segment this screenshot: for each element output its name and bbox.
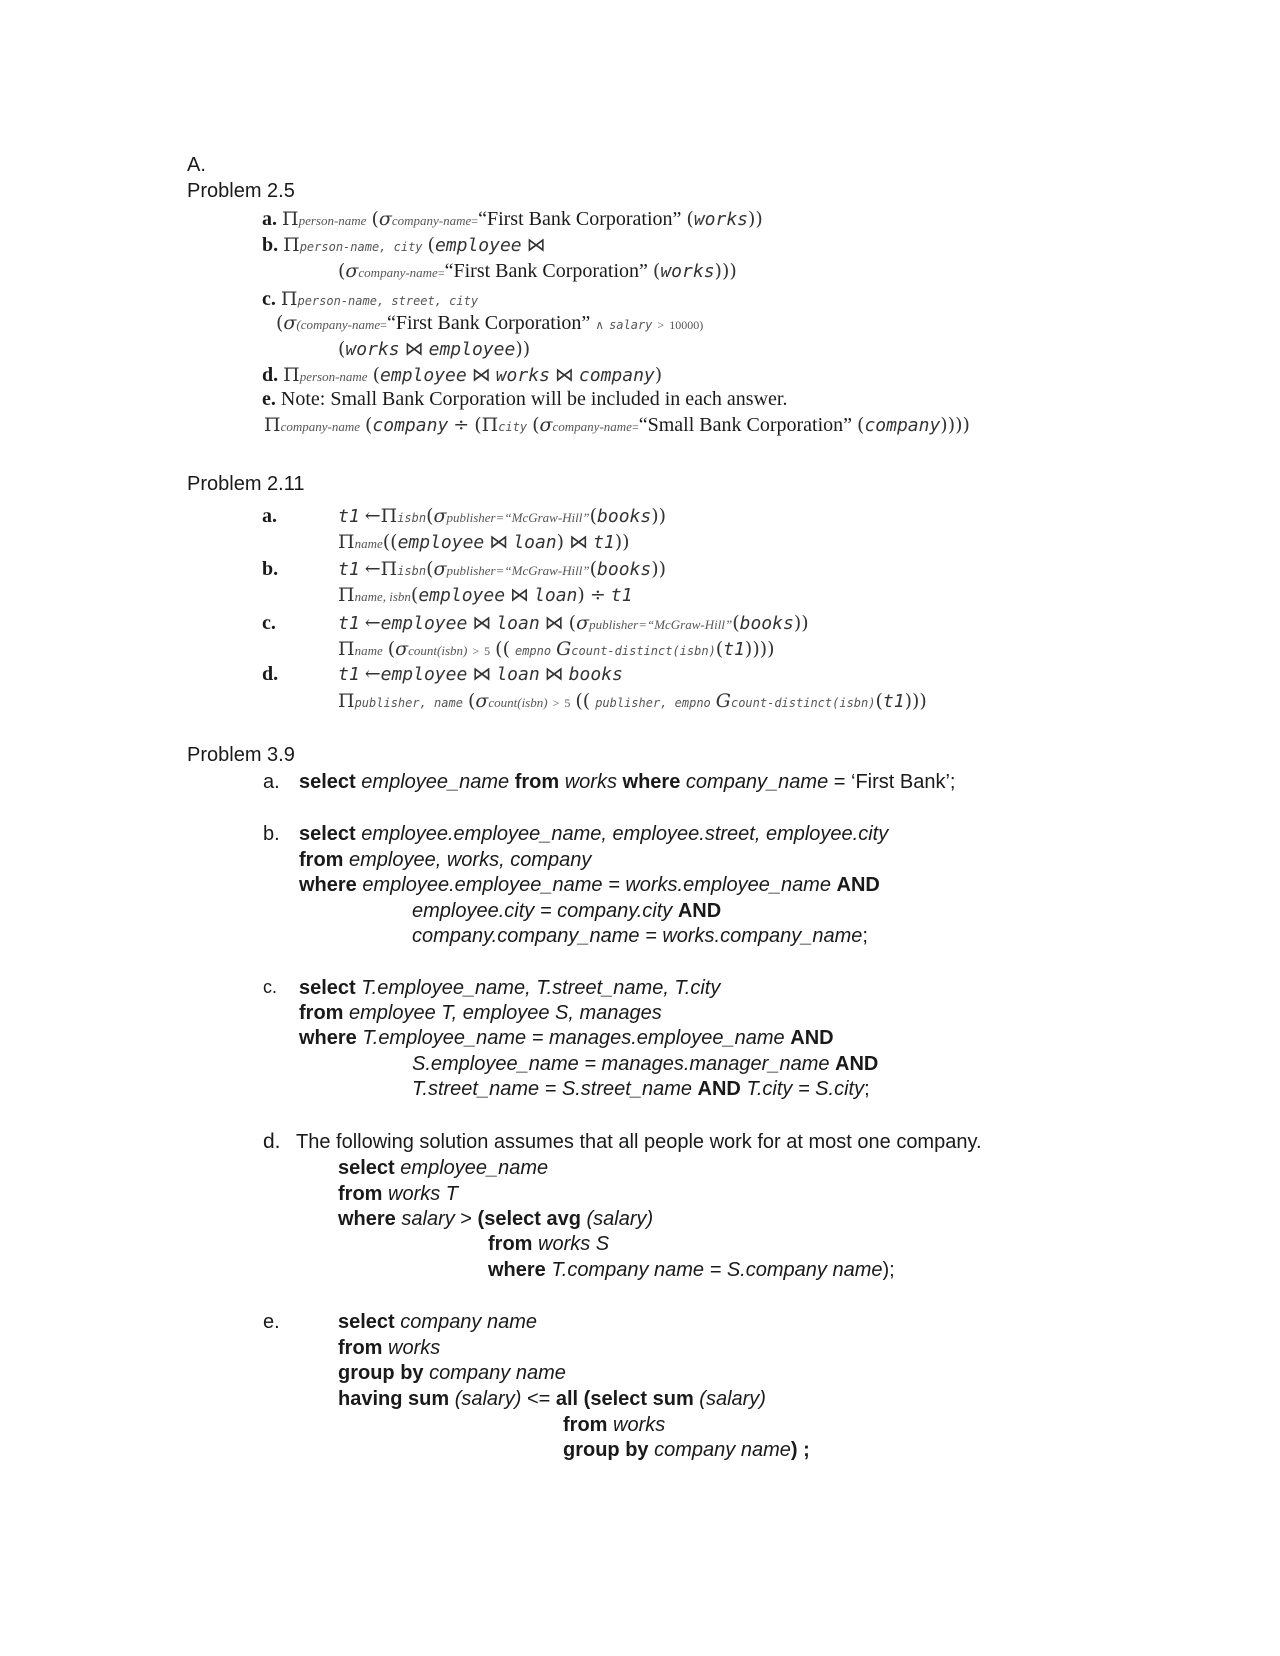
sql-identifier: works T [388, 1183, 459, 1205]
p39-b-line1 [299, 824, 888, 844]
projection-attrs: name, isbn [354, 589, 411, 604]
relation-name: employee [380, 365, 467, 386]
sigma-symbol: σ [539, 414, 553, 436]
projection-attrs: isbn [397, 511, 427, 525]
equals-sign: = [380, 318, 387, 332]
p39-c-line5: T.street_name = S.street_name AND T.city = S.city; [412, 1078, 870, 1100]
relation-name: works [495, 365, 550, 386]
sql-keyword: group by [338, 1362, 424, 1384]
sql-identifier: employee_name [400, 1157, 549, 1179]
projection-attrs: person-name, city [299, 240, 423, 254]
natural-join-symbol: ⋈ [471, 364, 491, 386]
sigma-symbol: σ [378, 208, 392, 230]
sql-identifier: employee.employee_name = works.employee_name [362, 874, 831, 896]
string-literal: “First Bank Corporation” [444, 260, 648, 282]
sql-identifier: S.employee_name = manages.manager_name [412, 1053, 830, 1075]
p39-b-label: b. [263, 823, 280, 845]
natural-join-symbol: ⋈ [472, 663, 492, 685]
sigma-symbol: σ [433, 505, 447, 527]
sql-keyword: having sum [338, 1388, 450, 1410]
problem-2-5-title: Problem 2.5 [187, 180, 295, 202]
p39-e-line2 [338, 1338, 440, 1358]
sql-identifier: company name [400, 1311, 538, 1333]
selection-condition: publisher=“McGraw-Hill” [446, 563, 590, 578]
p39-c-line2 [299, 1003, 662, 1023]
p25-e-row2: Πcompany-name (company ÷ (Πcity (σcompany-name=“Small Bank Corporation” (company)))) [264, 414, 970, 436]
sql-keyword: (select sum [583, 1388, 694, 1410]
pi-symbol: Π [338, 638, 355, 660]
sql-keyword: where [488, 1259, 546, 1281]
natural-join-symbol: ⋈ [569, 531, 589, 553]
equals-sign: = [437, 266, 445, 280]
p211-a-row2: Πname((employee ⋈ loan) ⋈ t1)) [338, 531, 630, 553]
sql-identifier: works [388, 1337, 441, 1359]
p25-b-label: b. [262, 234, 279, 256]
projection-attrs: publisher, name [354, 696, 463, 710]
sql-keyword: select [299, 771, 356, 793]
relation-name: employee [428, 339, 516, 360]
p211-a-label: a. [262, 505, 277, 527]
p25-d-label: d. [262, 364, 279, 386]
temp-relation: t1 [610, 585, 633, 606]
p39-b-line5 [412, 926, 868, 946]
p39-d-label: d. [263, 1130, 281, 1153]
natural-join-symbol: ⋈ [404, 338, 424, 360]
sql-identifier: (salary) [586, 1208, 654, 1230]
sql-identifier: company.company_name = works.company_name [412, 925, 863, 947]
projection-attrs: name [354, 536, 383, 551]
sql-terminator: ; [862, 925, 868, 947]
sql-identifier: works [613, 1414, 666, 1436]
assign-arrow: ← [364, 663, 381, 685]
temp-relation: t1 [338, 613, 360, 634]
sigma-symbol: σ [283, 312, 297, 334]
p25-c-row2: (σ(company-name=“First Bank Corporation” ∧ salary > 10000) [276, 312, 704, 334]
p39-e-line3 [338, 1363, 566, 1383]
sql-keyword: select [338, 1311, 395, 1333]
natural-join-symbol: ⋈ [489, 531, 509, 553]
sql-keyword: AND [677, 900, 722, 922]
division-symbol: ÷ [589, 584, 606, 606]
p39-e-line6 [563, 1440, 810, 1460]
pi-symbol: Π [481, 414, 499, 436]
sql-operator: <= [526, 1388, 551, 1410]
natural-join-symbol: ⋈ [554, 364, 574, 386]
relation-name: employee [380, 613, 468, 634]
sql-terminator: ) ; [790, 1439, 810, 1461]
p25-b-row2: (σcompany-name=“First Bank Corporation” (works))) [338, 260, 737, 282]
p39-e-line5 [563, 1415, 665, 1435]
pi-symbol: Π [283, 364, 300, 386]
projection-attrs: isbn [397, 564, 427, 578]
count-attr: count(isbn) [488, 695, 548, 710]
temp-relation: t1 [338, 664, 360, 685]
note-text: Note: Small Bank Corporation will be included in each answer. [280, 388, 788, 410]
problem-3-9-title: Problem 3.9 [187, 744, 295, 766]
projection-attrs: city [498, 420, 528, 434]
sql-identifier: company name [429, 1362, 566, 1384]
sigma-symbol: σ [433, 558, 447, 580]
sql-identifier: employee.city = company.city [412, 900, 673, 922]
sql-keyword: from [338, 1183, 383, 1205]
equals-sign: = [631, 420, 639, 434]
temp-relation: t1 [882, 691, 905, 712]
and-symbol: ∧ [595, 318, 605, 332]
pi-symbol: Π [338, 584, 355, 606]
relation-name: works [660, 261, 715, 282]
relation-name: company [372, 415, 449, 436]
sql-identifier: T.city = S.city [746, 1078, 865, 1100]
p211-c-label: c. [262, 612, 276, 634]
natural-join-symbol: ⋈ [526, 234, 546, 256]
p39-c-label: c. [263, 977, 278, 997]
relation-name: books [597, 559, 652, 580]
sql-identifier: company_name [685, 771, 829, 793]
relation-name: books [568, 664, 623, 685]
p211-b-row1: t1 ←Πisbn(σpublisher=“McGraw-Hill”(books)) [338, 558, 667, 580]
sigma-symbol: σ [345, 260, 359, 282]
pi-symbol: Π [380, 558, 398, 580]
p39-e-line1 [338, 1312, 537, 1332]
selection-attr: company-name [552, 419, 632, 434]
sql-keyword: where [299, 1027, 357, 1049]
p39-c-line4 [412, 1054, 878, 1074]
relation-name: loan [534, 585, 578, 606]
sql-keyword: group by [563, 1439, 649, 1461]
relation-name: loan [513, 532, 557, 553]
assign-arrow: ← [364, 505, 381, 527]
pi-symbol: Π [338, 690, 355, 712]
pi-symbol: Π [283, 234, 300, 256]
p211-c-row1: t1 ←employee ⋈ loan ⋈ (σpublisher=“McGraw-Hill”(books)) [338, 612, 809, 634]
count-attr: count(isbn) [408, 643, 468, 658]
p25-b-row1: b. Πperson-name, city (employee ⋈ [262, 234, 546, 256]
relation-name: books [739, 613, 794, 634]
sql-identifier: (salary) [699, 1388, 766, 1410]
greater-than: > [552, 696, 560, 710]
sql-identifier: company name [654, 1439, 791, 1461]
sql-keyword: AND [836, 874, 880, 896]
relation-name: works [693, 209, 748, 230]
sql-terminator: ); [882, 1259, 895, 1281]
string-literal: “First Bank Corporation” [386, 312, 591, 334]
string-literal: “First Bank Corporation” [478, 208, 682, 230]
greater-than: > [657, 318, 665, 332]
relation-name: loan [496, 664, 540, 685]
sql-keyword: select [299, 977, 356, 999]
p25-c-row3: (works ⋈ employee)) [338, 338, 531, 360]
natural-join-symbol: ⋈ [472, 612, 492, 634]
relation-name: employee [434, 235, 522, 256]
p25-a-label: a. [262, 208, 277, 230]
p211-b-label: b. [262, 558, 279, 580]
sql-keyword: where [338, 1208, 396, 1230]
pi-symbol: Π [380, 505, 398, 527]
p39-b-line4 [412, 901, 721, 921]
count-threshold: 5 [564, 696, 571, 710]
p39-c-line3 [299, 1028, 834, 1048]
p39-d-intro: The following solution assumes that all people work for at most one company. [296, 1131, 982, 1153]
p39-e-label: e. [263, 1311, 280, 1333]
aggregate-function: count-distinct(isbn) [730, 696, 876, 710]
selection-condition: publisher=“McGraw-Hill” [589, 617, 733, 632]
p39-b-line3 [299, 875, 880, 895]
sigma-symbol: σ [576, 612, 590, 634]
equals-sign: = [471, 214, 479, 228]
p39-d-line5 [488, 1260, 895, 1280]
projection-attrs: company-name [280, 419, 360, 434]
pi-symbol: Π [338, 531, 355, 553]
relation-name: works [345, 339, 400, 360]
relation-name: employee [418, 585, 506, 606]
sql-keyword: AND [697, 1078, 741, 1100]
relation-name: employee [380, 664, 468, 685]
sql-identifier: employee_name [361, 771, 510, 793]
sigma-symbol: σ [475, 690, 489, 712]
relation-name: books [597, 506, 652, 527]
p25-c-label: c. [262, 288, 276, 310]
sql-keyword: from [299, 849, 344, 871]
sql-identifier: salary [401, 1208, 455, 1230]
p39-d-line3 [338, 1209, 653, 1229]
sql-literal: = ‘First Bank’; [833, 771, 956, 793]
group-attr: publisher, empno [595, 696, 711, 710]
p211-d-label: d. [262, 663, 279, 685]
p25-d-row: d. Πperson-name (employee ⋈ works ⋈ company) [262, 364, 663, 386]
sql-identifier: T.street_name = S.street_name [412, 1078, 692, 1100]
p39-d-line2 [338, 1184, 458, 1204]
p211-d-row1 [338, 664, 623, 684]
relation-name: loan [496, 613, 540, 634]
selection-attr: company-name [358, 265, 438, 280]
selection-condition: publisher=“McGraw-Hill” [446, 510, 590, 525]
sql-identifier: employee T, employee S, manages [349, 1002, 662, 1024]
selection-attr: company-name [300, 317, 381, 332]
natural-join-symbol: ⋈ [544, 612, 564, 634]
group-attr: empno [514, 644, 552, 658]
sql-keyword: AND [835, 1053, 879, 1075]
division-symbol: ÷ [453, 414, 470, 436]
section-heading: A. [187, 154, 206, 176]
p25-e-row1 [262, 389, 787, 409]
sql-identifier: T.company name = S.company name [551, 1259, 883, 1281]
relation-name: company [578, 365, 655, 386]
sql-identifier: T.employee_name = manages.employee_name [362, 1027, 785, 1049]
relation-name: employee [397, 532, 485, 553]
sql-identifier: (salary) [454, 1388, 522, 1410]
natural-join-symbol: ⋈ [510, 584, 530, 606]
p211-b-row2: Πname, isbn(employee ⋈ loan) ÷ t1 [338, 584, 633, 606]
sql-identifier: works [564, 771, 617, 793]
temp-relation: t1 [338, 506, 360, 527]
p39-d-line1 [338, 1158, 548, 1178]
sql-identifier: employee.employee_name, employee.street, employee.city [361, 823, 889, 845]
assign-arrow: ← [364, 612, 381, 634]
projection-attrs: name [354, 643, 383, 658]
p39-e-line4 [338, 1389, 766, 1409]
p39-c-line1 [299, 978, 720, 998]
pi-symbol: Π [264, 414, 281, 436]
p25-a-row: a. Πperson-name (σcompany-name=“First Bank Corporation” (works)) [262, 208, 763, 230]
aggregate-symbol: G [556, 638, 572, 660]
p25-e-label: e. [262, 388, 276, 410]
sql-keyword: where [299, 874, 357, 896]
sql-keyword: from [514, 771, 560, 793]
salary-value: 10000 [669, 318, 700, 332]
count-threshold: 5 [484, 644, 491, 658]
projection-attrs: person-name, street, city [297, 294, 479, 308]
sql-keyword: where [622, 771, 681, 793]
sql-keyword: from [563, 1414, 608, 1436]
temp-relation: t1 [593, 532, 615, 553]
sql-identifier: works S [538, 1233, 610, 1255]
sql-identifier: T.employee_name, T.street_name, T.city [361, 977, 721, 999]
aggregate-function: count-distinct(isbn) [571, 644, 716, 658]
p211-c-row2: Πname (σcount(isbn) > 5 (( empno Gcount-distinct(isbn)(t1)))) [338, 638, 775, 660]
aggregate-symbol: G [715, 690, 731, 712]
salary-attr: salary [609, 318, 653, 332]
p39-b-line2 [299, 850, 591, 870]
sql-keyword: (select avg [477, 1208, 581, 1230]
selection-attr: company-name [391, 213, 472, 228]
sql-keyword: AND [790, 1027, 834, 1049]
sql-keyword: from [299, 1002, 344, 1024]
natural-join-symbol: ⋈ [544, 663, 564, 685]
p39-a-query [299, 772, 955, 792]
sql-identifier: employee, works, company [349, 849, 592, 871]
p211-a-row1: t1 ←Πisbn(σpublisher=“McGraw-Hill”(books)) [338, 505, 667, 527]
greater-than: > [472, 644, 480, 658]
temp-relation: t1 [338, 559, 360, 580]
pi-symbol: Π [282, 208, 299, 230]
sql-keyword: from [338, 1337, 383, 1359]
p39-a-label: a. [263, 771, 280, 793]
relation-name: company [864, 415, 941, 436]
temp-relation: t1 [723, 639, 745, 660]
assign-arrow: ← [364, 558, 381, 580]
p39-d-line4 [488, 1234, 609, 1254]
sql-keyword: select [338, 1157, 395, 1179]
pi-symbol: Π [280, 288, 298, 310]
projection-attrs: person-name [299, 369, 368, 384]
sql-keyword: from [488, 1233, 533, 1255]
string-literal: “Small Bank Corporation” [638, 414, 853, 436]
p211-d-row2: Πpublisher, name (σcount(isbn) > 5 (( publisher, empno Gcount-distinct(isbn)(t1))) [338, 690, 927, 712]
projection-attrs: person-name [298, 213, 367, 228]
sql-operator: > [460, 1208, 472, 1230]
sql-keyword: all [555, 1388, 579, 1410]
p25-c-row1 [262, 289, 478, 309]
problem-2-11-title: Problem 2.11 [187, 473, 305, 495]
sql-keyword: select [299, 823, 356, 845]
